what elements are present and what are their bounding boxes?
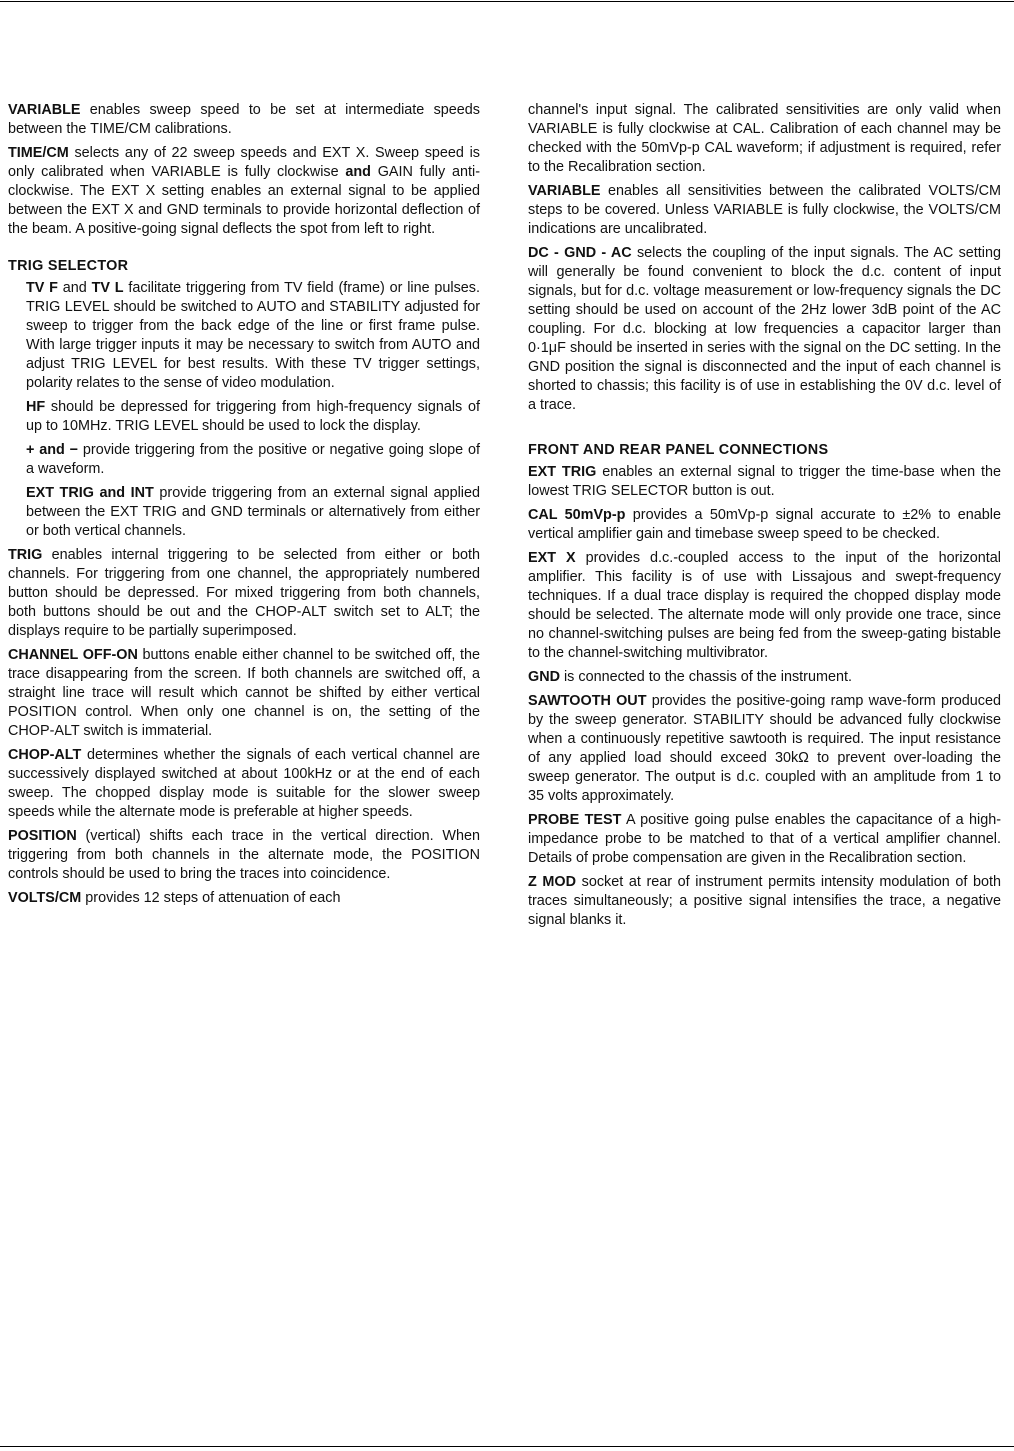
dcgndac-paragraph bbox=[528, 244, 1001, 415]
timecm-and: and bbox=[345, 164, 371, 180]
voltscm-term: VOLTS/CM bbox=[8, 890, 82, 906]
plusminus-text: provide triggering from the positive or negative going slope of a waveform. bbox=[26, 442, 480, 477]
voltscm-paragraph bbox=[8, 889, 480, 908]
probe-term: PROBE TEST bbox=[528, 812, 622, 828]
gnd-text: is connected to the chassis of the instrument. bbox=[559, 669, 852, 685]
tv-and: and bbox=[57, 280, 92, 296]
variable-text: enables sweep speed to be set at intermediate speeds between the TIME/CM calibrations. bbox=[8, 102, 480, 137]
trig-text: enables internal triggering to be selected from either or both channels. For triggering from one channel, the appropriately numbered button should be depressed. For mixed triggering from both channels, both buttons should be out and the CHOP-ALT switch set to ALT; the displays require to be partially superimposed. bbox=[8, 547, 480, 639]
bottom-rule bbox=[0, 1446, 1014, 1447]
voltscm-text: provides 12 steps of attenuation of each bbox=[81, 890, 341, 906]
trig-term: TRIG bbox=[8, 547, 43, 563]
variable2-text: enables all sensitivities between the calibrated VOLTS/CM steps to be covered. Unless VARIABLE is fully clockwise, the VOLTS/CM indications are uncalibrated. bbox=[528, 183, 1001, 237]
position-term: POSITION bbox=[8, 828, 77, 844]
plusminus-paragraph bbox=[8, 441, 480, 479]
sawtooth-text: provides the positive-going ramp wave-form produced by the sweep generator. STABILITY should be advanced fully clockwise when a continuously repetitive sawtooth is required. The input resistance of any applied load should exceed 30kΩ to prevent over-loading the sweep generator. The output is d.c. coupled with an amplitude from 1 to 35 volts approximately. bbox=[528, 693, 1001, 804]
zmod-text: socket at rear of instrument permits intensity modulation of both traces simultaneously; a positive signal intensifies the trace, a negative signal blanks it. bbox=[528, 874, 1001, 928]
right-column bbox=[528, 101, 1001, 930]
tv-paragraph bbox=[8, 279, 480, 393]
cal-term: CAL 50mVp-p bbox=[528, 507, 626, 523]
probe-text: A positive going pulse enables the capacitance of a high-impedance probe to be matched to that of a vertical amplifier channel. Details of probe compensation are given in the Recalibration section. bbox=[528, 812, 1001, 866]
variable2-term: VARIABLE bbox=[528, 183, 601, 199]
hf-term: HF bbox=[26, 399, 46, 415]
chopalt-text: determines whether the signals of each vertical channel are successively displayed switched at about 100kHz or at the end of each sweep. The chopped display mode is suitable for the slower sweep speeds while the alternate mode is preferable at higher speeds. bbox=[8, 747, 480, 820]
left-column bbox=[8, 101, 480, 908]
tvl-term: TV L bbox=[91, 280, 124, 296]
timecm-paragraph bbox=[8, 144, 480, 239]
plusminus-term: + and − bbox=[26, 442, 79, 458]
exttrig-int-text: provide triggering from an external signal applied between the EXT TRIG and GND terminals or alternatively from either or both vertical channels. bbox=[26, 485, 480, 539]
zmod-paragraph bbox=[528, 873, 1001, 930]
channel-term: CHANNEL OFF-ON bbox=[8, 647, 138, 663]
extx-text: provides d.c.-coupled access to the input of the horizontal amplifier. This facility is of use with Lissajous and swept-frequency techniques. If a dual trace display is required the chopped display mode should be selected. The alternate mode will only provide one trace, since no channel-switching pulses are being fed from the sweep-gating bistable to the channel-switching multivibrator. bbox=[528, 550, 1001, 661]
hf-paragraph bbox=[8, 398, 480, 436]
timecm-term: TIME/CM bbox=[8, 145, 69, 161]
variable2-paragraph bbox=[528, 182, 1001, 239]
extx-paragraph bbox=[528, 549, 1001, 663]
sawtooth-term: SAWTOOTH OUT bbox=[528, 693, 647, 709]
exttrig-int-paragraph bbox=[8, 484, 480, 541]
probe-paragraph bbox=[528, 811, 1001, 868]
cal-text: provides a 50mVp-p signal accurate to ±2% to enable vertical amplifier gain and timebase sweep speed to be checked. bbox=[528, 507, 1001, 542]
exttrig-int-term: EXT TRIG and INT bbox=[26, 485, 154, 501]
position-paragraph bbox=[8, 827, 480, 884]
gnd-paragraph bbox=[528, 668, 1001, 687]
trig-selector-heading: TRIG SELECTOR bbox=[8, 258, 129, 274]
tv-text: facilitate triggering from TV field (frame) or line pulses. TRIG LEVEL should be switched to AUTO and STABILITY adjusted for sweep to trigger from the back edge of the line or first frame pulse. With large trigger inputs it may be necessary to switch from AUTO and adjust TRIG LEVEL for best results. With these TV trigger settings, polarity relates to the sense of video modulation. bbox=[26, 280, 480, 391]
timecm-text-1: selects any of 22 sweep speeds and EXT X. Sweep speed is only calibrated when VARIABLE is fully clockwise bbox=[8, 145, 480, 180]
position-text: (vertical) shifts each trace in the vertical direction. When triggering from both channels in the alternate mode, the POSITION controls should be used to bring the traces into coincidence. bbox=[8, 828, 480, 882]
cal-paragraph bbox=[528, 506, 1001, 544]
dcgndac-text: selects the coupling of the input signals. The AC setting will generally be found convenient to block the d.c. content of input signals, but for d.c. voltage measurement or low-frequency signals the DC setting should be used on account of the 2Hz lower 3dB point of the AC coupling. For d.c. blocking at low frequencies a capacitor larger than 0·1μF should be inserted in series with the signal on the DC setting. In the GND position the signal is disconnected and the input of each channel is shorted to chassis; this facility is of use in establishing the 0V d.c. level of a trace. bbox=[528, 245, 1001, 413]
exttrig-text: enables an external signal to trigger the time-base when the lowest TRIG SELECTOR button is out. bbox=[528, 464, 1001, 499]
dcgndac-term: DC - GND - AC bbox=[528, 245, 632, 261]
chopalt-paragraph bbox=[8, 746, 480, 822]
connections-heading: FRONT AND REAR PANEL CONNECTIONS bbox=[528, 442, 829, 458]
channel-text: buttons enable either channel to be switched off, the trace disappearing from the screen. If both channels are switched off, a straight line trace will result which cannot be shifted by either vertical POSITION control. When only one channel is on, the setting of the CHOP-ALT switch is immaterial. bbox=[8, 647, 480, 739]
top-rule bbox=[0, 1, 1014, 2]
extx-term: EXT X bbox=[528, 550, 576, 566]
variable-paragraph bbox=[8, 101, 480, 139]
sawtooth-paragraph bbox=[528, 692, 1001, 806]
gnd-term: GND bbox=[528, 669, 560, 685]
variable-term: VARIABLE bbox=[8, 102, 81, 118]
hf-text: should be depressed for triggering from high-frequency signals of up to 10MHz. TRIG LEVEL should be used to lock the display. bbox=[26, 399, 480, 434]
zmod-term: Z MOD bbox=[528, 874, 576, 890]
channel-paragraph bbox=[8, 646, 480, 741]
exttrig-term: EXT TRIG bbox=[528, 464, 597, 480]
chopalt-term: CHOP-ALT bbox=[8, 747, 82, 763]
exttrig-paragraph bbox=[528, 463, 1001, 501]
timecm-text-2: GAIN fully anti-clockwise. The EXT X setting enables an external signal to be applied between the EXT X and GND terminals to provide horizontal deflection of the beam. A positive-going signal deflects the spot from left to right. bbox=[8, 164, 481, 237]
tvf-term: TV F bbox=[26, 280, 58, 296]
trig-paragraph bbox=[8, 546, 480, 641]
voltscm-continuation: channel's input signal. The calibrated sensitivities are only valid when VARIABLE is fully clockwise at CAL. Calibration of each channel may be checked with the 50mVp-p CAL waveform; if adjustment is required, refer to the Recalibration section. bbox=[528, 102, 1001, 175]
